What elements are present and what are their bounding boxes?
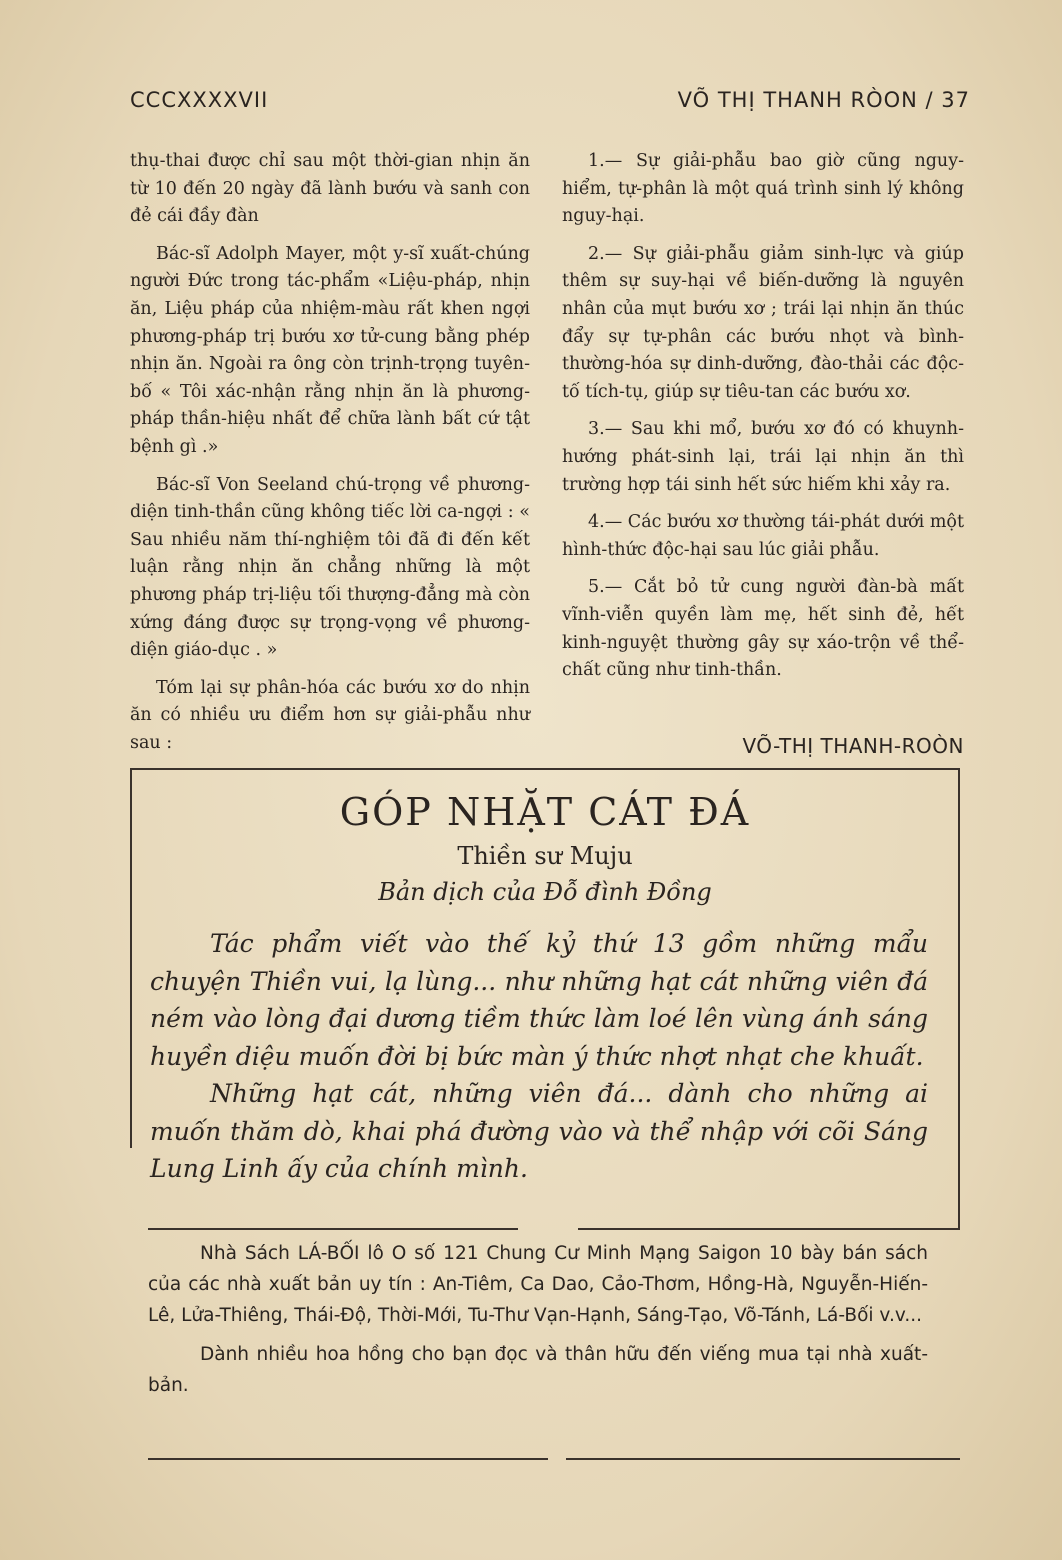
book-translator: Bản dịch của Đỗ đình Đồng [378,878,712,906]
book-description [150,925,928,1188]
book-author: Thiền sư Muju [457,842,633,870]
right-paragraph: 5.— Cắt bỏ tử cung người đàn-bà mất vĩnh-viễn quyền làm mẹ, hết sinh đẻ, hết kinh-nguyệt thường gây sự xáo-trộn về thể-chất cũng như tinh-thần. [562,577,964,681]
running-title: VÕ THỊ THANH RÒON / 37 [677,88,970,112]
description-paragraph: Những hạt cát, những viên đá... dành cho những ai muốn thăm dò, khai phá đường vào và thể nhập với cõi Sáng Lung Linh ấy của chính mình. [150,1079,928,1183]
left-paragraph: Bác-sĩ Adolph Mayer, một y-sĩ xuất-chúng người Đức trong tác-phẩm «Liệu-pháp, nhịn ăn, Liệu pháp của nhiệm-màu rất khen ngợi phương-pháp trị bướu xơ tử-cung bằng phép nhịn ăn. Ngoài ra ông còn trịnh-trọng tuyên-bố « Tôi xác-nhận rằng nhịn ăn là phương-pháp thần-hiệu nhất để chữa lành bất cứ tật bệnh gì .» [130,243,530,457]
left-column [130,148,530,767]
book-title: GÓP NHẶT CÁT ĐÁ [339,790,751,834]
right-paragraph: 1.— Sự giải-phẫu bao giờ cũng nguy-hiểm, tự-phân là một quá trình sinh lý không nguy-hại. [562,151,964,227]
bottom-rule-right [566,1458,960,1460]
ad-paragraph: Nhà Sách LÁ-BỐI lô O số 121 Chung Cư Minh Mạng Saigon 10 bày bán sách của các nhà xuất bản uy tín : An-Tiêm, Ca Dao, Cảo-Thơm, Hồng-Hà, Nguyễn-Hiến-Lê, Lửa-Thiêng, Thái-Độ, Thời-Mới, Tu-Thư Vạn-Hạnh, Sáng-Tạo, Võ-Tánh, Lá-Bối v.v... [148,1243,928,1326]
right-paragraph: 4.— Các bướu xơ thường tái-phát dưới một hình-thức độc-hại sau lúc giải phẫu. [562,512,964,560]
page-header [130,88,970,112]
ad-paragraph: Dành nhiều hoa hồng cho bạn đọc và thân hữu đến viếng mua tại nhà xuất-bản. [148,1344,928,1396]
notice-border-left [130,768,132,1148]
notice-border-right [958,768,960,1228]
right-column [562,148,964,695]
divider-left [148,1228,518,1230]
bottom-rule-left [148,1458,548,1460]
page-roman-number: CCCXXXXVII [130,88,269,112]
article-signature: VÕ-THỊ THANH-ROÒN [742,734,964,758]
left-paragraph: Bác-sĩ Von Seeland chú-trọng về phương-diện tinh-thần cũng không tiếc lời ca-ngợi : « Sau nhiều năm thí-nghiệm tôi đã đi đến kết luận rằng nhịn ăn chẳng những là một phương pháp trị-liệu tối thượng-đẳng mà còn xứng đáng được sự trọng-vọng về phương-diện giáo-dục . » [130,474,530,661]
left-paragraph: thụ-thai được chỉ sau một thời-gian nhịn ăn từ 10 đến 20 ngày đã lành bướu và sanh con đẻ cái đầy đàn [130,151,530,227]
divider-right [578,1228,960,1230]
description-paragraph: Tác phẩm viết vào thế kỷ thứ 13 gồm những mẩu chuyện Thiền vui, lạ lùng... như những hạt cát những viên đá ném vào lòng đại dương tiềm thức làm loé lên vùng ánh sáng huyền diệu muốn đời bị bức màn ý thức nhợt nhạt che khuất. [150,929,928,1071]
right-paragraph: 2.— Sự giải-phẫu giảm sinh-lực và giúp thêm sự suy-hại về biến-dưỡng là nguyên nhân của mụt bướu xơ ; trái lại nhịn ăn thúc đẩy sự tự-phân các bướu nhọt và bình-thường-hóa sự dinh-dưỡng, đào-thải các độc-tố tích-tụ, giúp sự tiêu-tan các bướu xơ. [562,243,964,402]
bookstore-ad [148,1238,928,1409]
right-paragraph: 3.— Sau khi mổ, bướu xơ đó có khuynh-hướng phát-sinh lại, trái lại nhịn ăn thì trường hợp tái sinh hết sức hiếm khi xảy ra. [562,419,964,495]
left-paragraph: Tóm lại sự phân-hóa các bướu xơ do nhịn ăn có nhiều ưu điểm hơn sự giải-phẫu như sau : [130,677,530,753]
notice-border-top [130,768,960,770]
